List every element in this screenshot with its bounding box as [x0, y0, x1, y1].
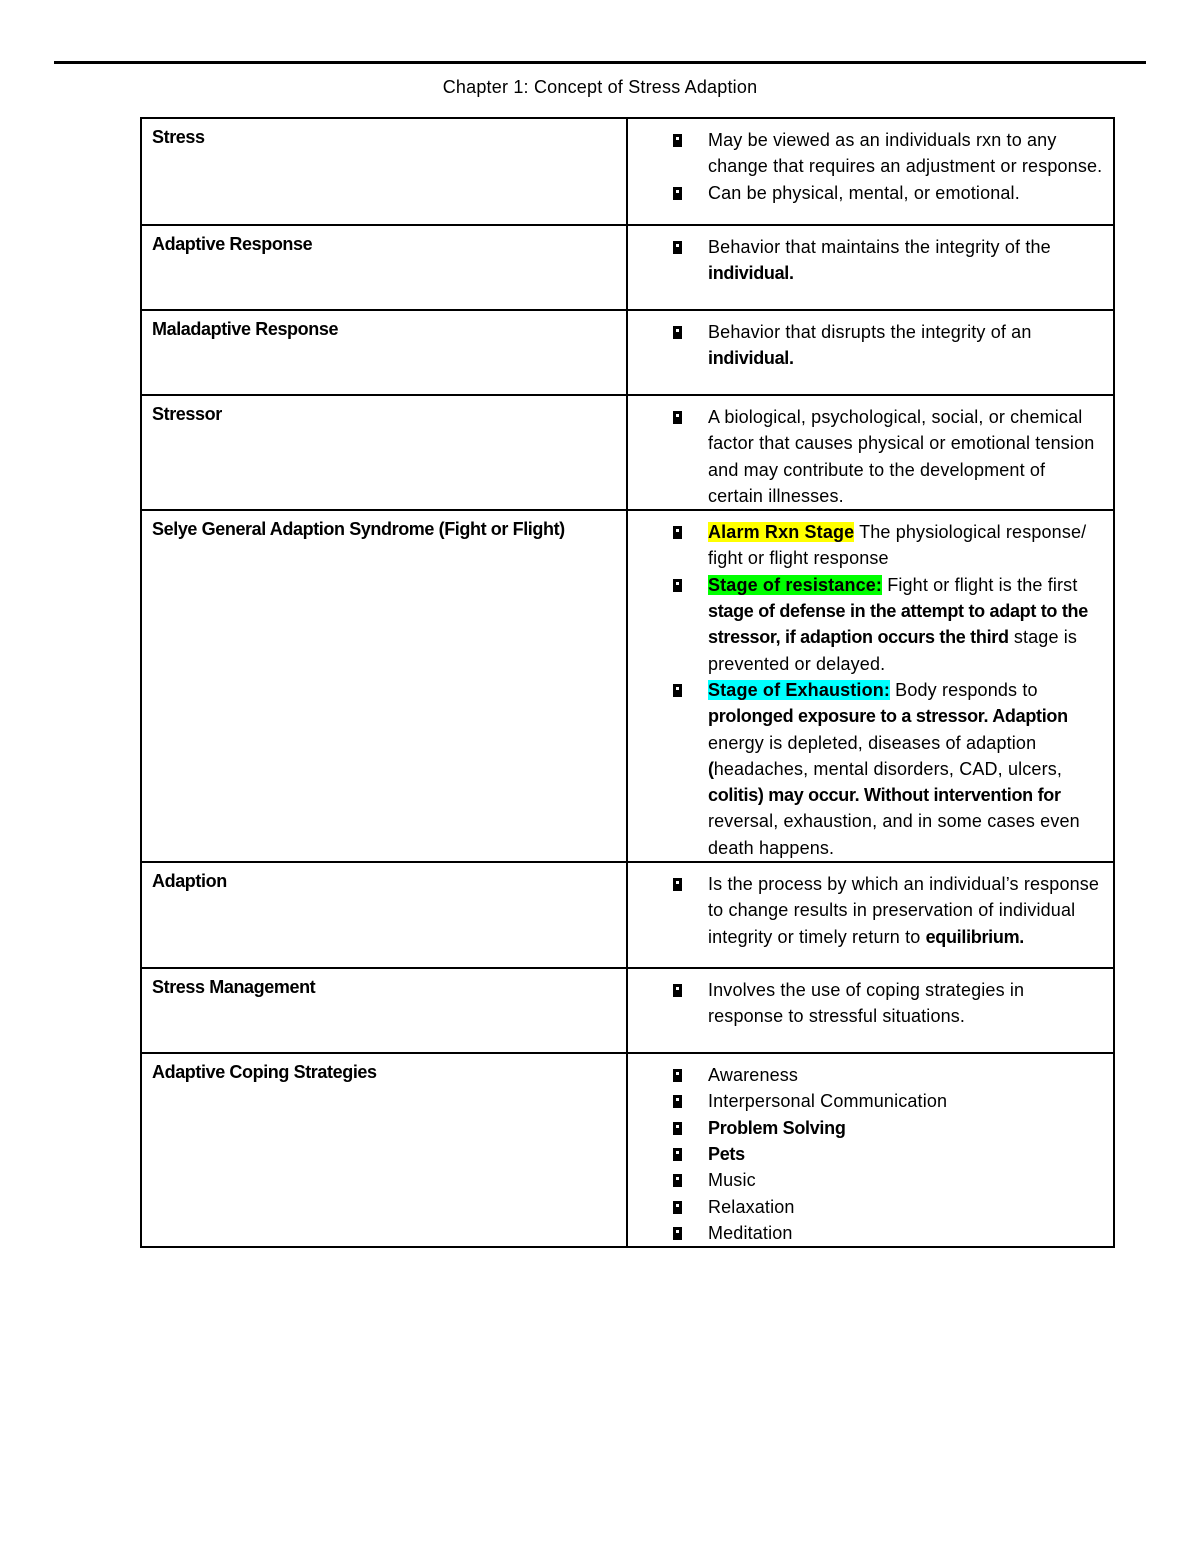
term-label: Maladaptive Response	[152, 319, 339, 339]
list-item: Problem Solving	[628, 1115, 1103, 1141]
term-label: Stress	[152, 127, 205, 147]
bullet-icon	[673, 134, 682, 147]
table-row	[141, 862, 1114, 968]
list-item: Is the process by which an individual’s response to change results in preservation of individual integrity or timely return to equilibrium.	[628, 871, 1103, 950]
table-row	[141, 225, 1114, 310]
list-item: Stage of Exhaustion: Body responds to prolonged exposure to a stressor. Adaption energy is depleted, diseases of adaption (headaches, mental disorders, CAD, ulcers, colitis) may occur. Without intervention for reversal, exhaustion, and in some cases even death happens.	[628, 677, 1103, 861]
definition-cell	[627, 1053, 1114, 1247]
bullet-icon	[673, 1227, 682, 1240]
bullet-icon	[673, 684, 682, 697]
term-cell	[141, 310, 627, 395]
definition-cell	[627, 395, 1114, 510]
definition-list	[628, 319, 1103, 372]
term-label: Adaptive Response	[152, 234, 313, 254]
bullet-icon	[673, 1095, 682, 1108]
list-item: Alarm Rxn Stage The physiological response/ fight or flight response	[628, 519, 1103, 572]
term-label: Stress Management	[152, 977, 316, 998]
bullet-icon	[673, 241, 682, 254]
bullet-icon	[673, 1148, 682, 1161]
bullet-icon	[673, 411, 682, 424]
definition-list	[628, 519, 1103, 861]
list-item: A biological, psychological, social, or chemical factor that causes physical or emotional tension and may contribute to the development of certain illnesses.	[628, 404, 1103, 509]
term-cell	[141, 862, 627, 968]
coping-list	[628, 1062, 1103, 1246]
definition-list	[628, 977, 1103, 1030]
definition-cell	[627, 510, 1114, 862]
term-label: Stressor	[152, 404, 222, 424]
term-cell	[141, 118, 627, 225]
list-item: Pets	[628, 1141, 1103, 1167]
list-item: Involves the use of coping strategies in response to stressful situations.	[628, 977, 1103, 1030]
bullet-icon	[673, 878, 682, 891]
table-row	[141, 395, 1114, 510]
bullet-icon	[673, 187, 682, 200]
bullet-icon	[673, 326, 682, 339]
definition-list	[628, 404, 1103, 509]
list-item: Music	[628, 1167, 1103, 1193]
bullet-icon	[673, 579, 682, 592]
definition-list	[628, 234, 1103, 287]
definition-cell	[627, 118, 1114, 225]
list-item: Stage of resistance: Fight or flight is the first stage of defense in the attempt to adapt to the stressor, if adaption occurs the third stage is prevented or delayed.	[628, 572, 1103, 677]
list-item: Behavior that disrupts the integrity of an individual.	[628, 319, 1103, 372]
definition-cell	[627, 225, 1114, 310]
term-label: Adaption	[152, 871, 227, 892]
table-row	[141, 510, 1114, 862]
alarm-stage-label: Alarm Rxn Stage	[708, 522, 855, 543]
list-item: Interpersonal Communication	[628, 1088, 1103, 1114]
list-item: Can be physical, mental, or emotional.	[628, 180, 1103, 206]
definition-list	[628, 871, 1103, 950]
terms-table	[140, 117, 1115, 1248]
definition-cell	[627, 968, 1114, 1053]
bullet-icon	[673, 1122, 682, 1135]
bullet-icon	[673, 984, 682, 997]
term-cell	[141, 968, 627, 1053]
definition-cell	[627, 310, 1114, 395]
exhaustion-stage-label: Stage of Exhaustion:	[708, 679, 891, 700]
document-title: Chapter 1: Concept of Stress Adaption	[442, 77, 758, 97]
resistance-stage-label: Stage of resistance:	[708, 574, 883, 595]
bullet-icon	[673, 1069, 682, 1082]
table-row	[141, 118, 1114, 225]
bullet-icon	[673, 1201, 682, 1214]
table-row	[141, 310, 1114, 395]
definition-list	[628, 127, 1103, 206]
list-item: Relaxation	[628, 1194, 1103, 1220]
bullet-icon	[673, 526, 682, 539]
term-cell	[141, 510, 627, 862]
table-row	[141, 968, 1114, 1053]
list-item: Awareness	[628, 1062, 1103, 1088]
list-item: Meditation	[628, 1220, 1103, 1246]
bullet-icon	[673, 1174, 682, 1187]
header-rule	[54, 61, 1146, 64]
term-cell	[141, 225, 627, 310]
term-label: Adaptive Coping Strategies	[152, 1062, 377, 1083]
term-cell	[141, 395, 627, 510]
list-item: Behavior that maintains the integrity of the individual.	[628, 234, 1103, 287]
term-label: Selye General Adaption Syndrome (Fight or Flight)	[152, 519, 565, 540]
table-row	[141, 1053, 1114, 1247]
definition-cell	[627, 862, 1114, 968]
list-item: May be viewed as an individuals rxn to any change that requires an adjustment or response.	[628, 127, 1103, 180]
term-cell	[141, 1053, 627, 1247]
